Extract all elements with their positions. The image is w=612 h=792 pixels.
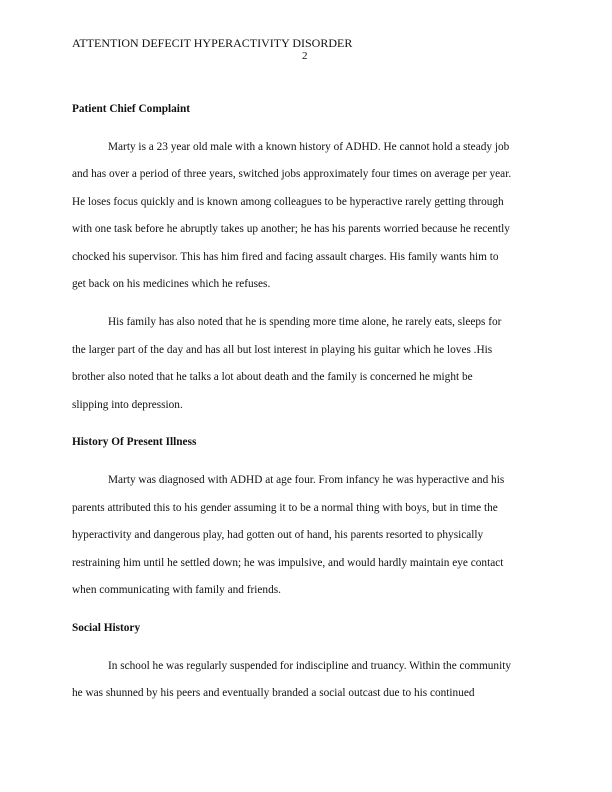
section-heading-history-present-illness: History Of Present Illness <box>72 436 197 448</box>
text-line: restraining him until he settled down; he was impulsive, and would hardly maintain eye contact <box>72 557 504 569</box>
text-line: His family has also noted that he is spending more time alone, he rarely eats, sleeps for <box>108 316 502 328</box>
text-line: and has over a period of three years, switched jobs approximately four times on average per year. <box>72 168 512 180</box>
text-line: the larger part of the day and has all but lost interest in playing his guitar which he loves .His <box>72 344 493 356</box>
text-line: In school he was regularly suspended for indiscipline and truancy. Within the community <box>108 660 512 672</box>
text-line: parents attributed this to his gender assuming it to be a normal thing with boys, but in time the <box>72 502 498 514</box>
text-line: when communicating with family and friends. <box>72 584 281 596</box>
section-heading-chief-complaint: Patient Chief Complaint <box>72 103 190 115</box>
text-line: he was shunned by his peers and eventually branded a social outcast due to his continued <box>72 687 475 699</box>
text-line: He loses focus quickly and is known among colleagues to be hyperactive rarely getting through <box>72 196 504 208</box>
text-line: Marty was diagnosed with ADHD at age four. From infancy he was hyperactive and his <box>108 474 505 486</box>
text-line: brother also noted that he talks a lot about death and the family is concerned he might be <box>72 371 473 383</box>
page-number: 2 <box>302 50 308 62</box>
section-heading-social-history: Social History <box>72 622 141 634</box>
text-line: chocked his supervisor. This has him fired and facing assault charges. His family wants him to <box>72 251 499 263</box>
text-line: Marty is a 23 year old male with a known history of ADHD. He cannot hold a steady job <box>108 141 510 153</box>
text-line: slipping into depression. <box>72 399 183 411</box>
running-head: ATTENTION DEFECIT HYPERACTIVITY DISORDER <box>72 36 353 50</box>
text-line: with one task before he abruptly takes up another; he has his parents worried because he recently <box>72 223 510 235</box>
text-line: hyperactivity and dangerous play, had gotten out of hand, his parents resorted to physically <box>72 529 484 541</box>
text-line: get back on his medicines which he refuses. <box>72 278 271 290</box>
